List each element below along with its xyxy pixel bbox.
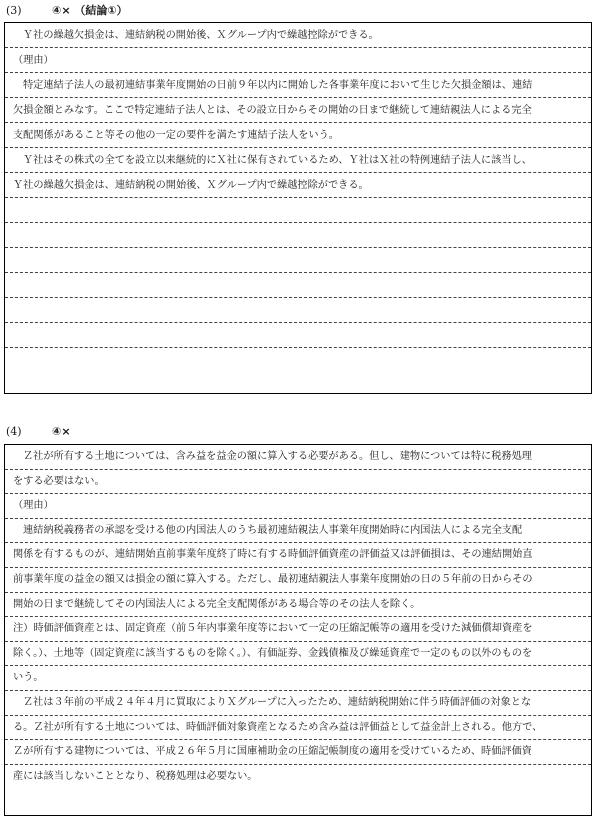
answer-line: いう。 <box>5 666 591 691</box>
section-4-grade-mark: ④× <box>52 425 71 438</box>
section-4-number: (4) <box>6 425 22 438</box>
answer-line: 注）時価評価資産とは、固定資産（前５年内事業年度等において一定の圧縮記帳等の適用を受けた減価償却資産を <box>5 617 591 642</box>
answer-line: 開始の日まで継続してその内国法人による完全支配関係がある場合等のその法人を除く。 <box>5 593 591 618</box>
answer-line: （理由） <box>5 48 591 73</box>
answer-line <box>5 323 591 348</box>
answer-line: 関係を有するものが、連結開始直前事業年度終了時に有する時価評価資産の評価益又は評価損は、その連結開始直 <box>5 543 591 568</box>
answer-line: Ｚ社が所有する土地については、含み益を益金の額に算入する必要がある。但し、建物については特に税務処理 <box>5 445 591 470</box>
answer-line: をする必要はない。 <box>5 470 591 495</box>
answer-line <box>5 248 591 273</box>
answer-line <box>5 223 591 248</box>
answer-line: Ｙ社はその株式の全てを設立以来継続的にＸ社に保有されているため、Ｙ社はＸ社の特例連結子法人に該当し、 <box>5 148 591 173</box>
section-4-answer-box <box>4 444 592 816</box>
answer-line <box>5 273 591 298</box>
answer-line: Ｙ社の繰越欠損金は、連結納税の開始後、Ｘグループ内で繰越控除ができる。 <box>5 173 591 198</box>
answer-line: 連結納税義務者の承認を受ける他の内国法人のうち最初連結親法人事業年度開始時に内国法人による完全支配 <box>5 519 591 544</box>
answer-line: Ｚ社は３年前の平成２４年４月に買取によりＸグループに入ったため、連結納税開始に伴う時価評価の対象とな <box>5 691 591 716</box>
answer-line: 除く。）、土地等（固定資産に該当するものを除く。）、有価証券、金銭債権及び繰延資産で一定のもの以外のものを <box>5 642 591 667</box>
answer-line: 前事業年度の益金の額又は損金の額に算入する。ただし、最初連結親法人事業年度開始の日の５年前の日からその <box>5 568 591 593</box>
section-3-answer-box <box>4 22 592 394</box>
answer-line: Ｚが所有する建物については、平成２６年５月に国庫補助金の圧縮記帳制度の適用を受けているため、時価評価資 <box>5 740 591 765</box>
answer-line: 産には該当しないこととなり、税務処理は必要ない。 <box>13 770 258 782</box>
answer-line <box>5 348 591 373</box>
answer-line: る。Ｚ社が所有する土地については、時価評価対象資産となるため含み益は評価益として益金計上される。他方で、 <box>5 716 591 741</box>
section-3-header <box>0 2 596 20</box>
answer-line: Ｙ社の繰越欠損金は、連結納税の開始後、Ｘグループ内で繰越控除ができる。 <box>5 23 591 48</box>
answer-line: （理由） <box>5 494 591 519</box>
answer-line <box>5 198 591 223</box>
section-3-number: (3) <box>6 4 22 17</box>
answer-line: 欠損金額とみなす。ここで特定連結子法人とは、その設立日からその開始の日まで継続して連結親法人による完全 <box>5 98 591 123</box>
answer-line <box>5 298 591 323</box>
answer-line: 特定連結子法人の最初連結事業年度開始の日前９年以内に開始した各事業年度において生じた欠損金額は、連結 <box>5 73 591 98</box>
section-3-grade-mark: ④× （結論①） <box>52 4 128 17</box>
section-4-header <box>0 423 596 441</box>
answer-line: 支配関係があること等その他の一定の要件を満たす連結子法人をいう。 <box>5 123 591 148</box>
